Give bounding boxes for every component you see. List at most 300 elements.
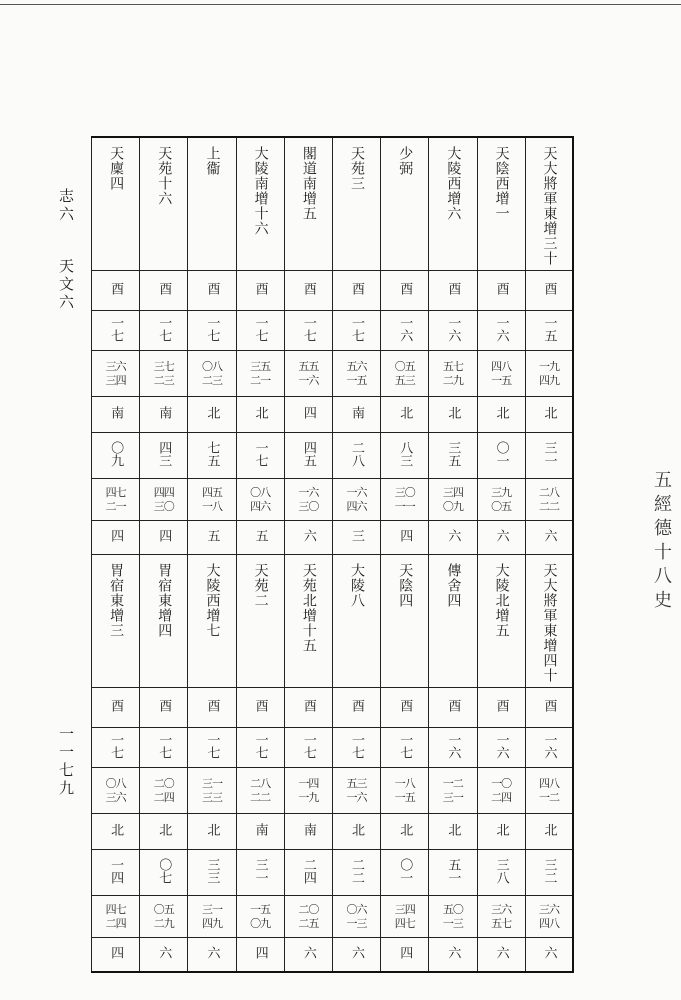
table-cell (477, 896, 525, 938)
cell-text: 北 (156, 823, 172, 836)
cell-text: 酉 (252, 282, 268, 295)
cell-text: 三八 (493, 857, 509, 884)
table-cell (332, 688, 380, 728)
table-cell (188, 271, 236, 311)
table-cell (236, 479, 284, 521)
cell-text: 四四 三〇 (153, 485, 174, 513)
cell-text: 北 (493, 823, 509, 836)
table-cell (381, 728, 429, 768)
cell-text: 二二 (349, 857, 365, 884)
table-cell (140, 938, 188, 972)
star-name-cell (92, 137, 140, 271)
cell-text: 酉 (300, 699, 316, 712)
table-cell (140, 351, 188, 397)
margin-volume: 志六 (57, 188, 75, 224)
table-cell (332, 814, 380, 850)
table-cell (477, 271, 525, 311)
table-cell (284, 688, 332, 728)
cell-text: 大陵八 (349, 563, 366, 608)
star-name-cell (525, 137, 573, 271)
cell-text: 四八 一二 (539, 776, 560, 804)
table-cell (92, 351, 140, 397)
cell-text: 五〇 一三 (442, 902, 463, 930)
side-stamp: 五經德十八史 (651, 470, 672, 614)
table-cell (188, 688, 236, 728)
cell-text: 一〇 二四 (491, 776, 512, 804)
table-cell (332, 521, 380, 555)
table-cell (284, 814, 332, 850)
table-cell (284, 850, 332, 896)
cell-text: 一九 四九 (539, 359, 560, 387)
cell-text: 六 (204, 945, 220, 959)
table-cell (236, 814, 284, 850)
cell-text: 六 (541, 945, 557, 959)
cell-text: 南 (108, 406, 124, 419)
cell-text: 胃宿東增四 (156, 563, 173, 638)
star-name-cell (140, 555, 188, 688)
cell-text: 北 (445, 406, 461, 419)
cell-text: 四五 一八 (201, 485, 222, 513)
cell-text: 〇八 三六 (105, 776, 126, 804)
table-row (92, 555, 574, 688)
table-cell (381, 311, 429, 351)
table-cell (140, 271, 188, 311)
table-cell (332, 728, 380, 768)
table-cell (332, 271, 380, 311)
cell-text: 六 (349, 945, 365, 959)
cell-text: 一七 (300, 732, 316, 759)
table-cell (188, 814, 236, 850)
cell-text: 四七 二一 (105, 485, 126, 513)
cell-text: 〇五 二九 (153, 902, 174, 930)
cell-text: 酉 (204, 699, 220, 712)
cell-text: 酉 (204, 282, 220, 295)
table-cell (188, 479, 236, 521)
cell-text: 三四 〇九 (442, 485, 463, 513)
cell-text: 五五 一六 (298, 359, 319, 387)
cell-text: 大陵南增十六 (252, 146, 269, 236)
cell-text: 北 (108, 823, 124, 836)
table-cell (429, 271, 477, 311)
cell-text: 酉 (300, 282, 316, 295)
cell-text: 〇八 四六 (250, 485, 271, 513)
table-cell (429, 938, 477, 972)
table-cell (332, 479, 380, 521)
star-catalog-table (91, 136, 574, 973)
cell-text: 二八 二二 (250, 776, 271, 804)
table-cell (429, 768, 477, 814)
cell-text: 二四 (300, 857, 316, 884)
table-cell (92, 521, 140, 555)
table-cell (381, 479, 429, 521)
cell-text: 三九 〇五 (491, 485, 512, 513)
table-cell (140, 768, 188, 814)
cell-text: 酉 (541, 699, 557, 712)
table-cell (429, 351, 477, 397)
table-cell (140, 521, 188, 555)
star-name-cell (188, 555, 236, 688)
table-cell (188, 521, 236, 555)
table-row (92, 137, 574, 271)
cell-text: 酉 (397, 282, 413, 295)
cell-text: 四 (108, 529, 124, 542)
table-row (92, 814, 574, 850)
cell-text: 一七 (349, 315, 365, 342)
table-cell (140, 814, 188, 850)
table-cell (236, 768, 284, 814)
cell-text: 北 (541, 823, 557, 836)
cell-text: 三二 (541, 857, 557, 884)
cell-text: 酉 (108, 282, 124, 295)
cell-text: 四七 二四 (105, 902, 126, 930)
cell-text: 傳舍四 (445, 563, 462, 608)
cell-text: 二八 (349, 440, 365, 467)
table-cell (429, 479, 477, 521)
cell-text: 一七 (252, 315, 268, 342)
cell-text: 二八 二二 (539, 485, 560, 513)
table-cell (284, 479, 332, 521)
table-cell (477, 479, 525, 521)
cell-text: 天苑三 (349, 146, 366, 191)
table-cell (525, 896, 573, 938)
cell-text: 酉 (156, 282, 172, 295)
table-cell (236, 728, 284, 768)
cell-text: 天大將軍東增四十 (541, 563, 558, 683)
table-cell (92, 271, 140, 311)
cell-text: 北 (252, 406, 268, 419)
table-row (92, 351, 574, 397)
table-cell (525, 814, 573, 850)
table-cell (381, 814, 429, 850)
star-name-cell (381, 555, 429, 688)
cell-text: 天陰西增一 (493, 146, 510, 221)
table-cell (477, 397, 525, 433)
cell-text: 二〇 二五 (298, 902, 319, 930)
table-row (92, 688, 574, 728)
table-cell (429, 814, 477, 850)
table-cell (236, 351, 284, 397)
table-cell (284, 397, 332, 433)
star-name-cell (477, 555, 525, 688)
cell-text: 一五 (541, 315, 557, 342)
table-cell (236, 521, 284, 555)
cell-text: 六 (156, 945, 172, 959)
table-cell (477, 688, 525, 728)
table-cell (92, 814, 140, 850)
table-cell (284, 896, 332, 938)
table-cell (140, 688, 188, 728)
cell-text: 三一 三三 (201, 776, 222, 804)
table-cell (188, 397, 236, 433)
table-cell (92, 728, 140, 768)
table-row (92, 311, 574, 351)
cell-text: 〇七 (156, 857, 172, 884)
table-cell (525, 938, 573, 972)
table-cell (381, 768, 429, 814)
cell-text: 北 (397, 823, 413, 836)
cell-text: 一七 (204, 315, 220, 342)
table-cell (381, 896, 429, 938)
star-name-cell (332, 137, 380, 271)
table-cell (525, 521, 573, 555)
table-cell (92, 896, 140, 938)
table-cell (92, 688, 140, 728)
table-cell (188, 850, 236, 896)
cell-text: 南 (252, 823, 268, 836)
table-cell (525, 768, 573, 814)
table-cell (381, 521, 429, 555)
cell-text: 南 (300, 823, 316, 836)
cell-text: 二〇 二四 (153, 776, 174, 804)
table-cell (140, 479, 188, 521)
table-cell (140, 433, 188, 479)
cell-text: 三〇 一一 (394, 485, 415, 513)
cell-text: 五三 一六 (346, 776, 367, 804)
cell-text: 五七 二九 (442, 359, 463, 387)
cell-text: 八三 (397, 440, 413, 467)
cell-text: 三六 三四 (105, 359, 126, 387)
table-cell (381, 397, 429, 433)
table-cell (429, 521, 477, 555)
cell-text: 大陵西增六 (445, 146, 462, 221)
table-cell (236, 271, 284, 311)
cell-text: 三一 (541, 440, 557, 467)
cell-text: 北 (204, 823, 220, 836)
cell-text: 一四 (108, 857, 124, 884)
cell-text: 一四 一九 (298, 776, 319, 804)
cell-text: 少弼 (397, 146, 414, 176)
table-row (92, 479, 574, 521)
table-cell (92, 768, 140, 814)
cell-text: 酉 (493, 699, 509, 712)
table-cell (236, 311, 284, 351)
star-name-cell (381, 137, 429, 271)
cell-text: 酉 (108, 699, 124, 712)
table-cell (284, 521, 332, 555)
table-row (92, 433, 574, 479)
table-cell (429, 896, 477, 938)
cell-text: 天苑十六 (156, 146, 173, 206)
cell-text: 一五 〇九 (250, 902, 271, 930)
table-row (92, 896, 574, 938)
table-cell (140, 728, 188, 768)
cell-text: 六 (541, 529, 557, 542)
cell-text: 三一 (252, 857, 268, 884)
table-cell (332, 397, 380, 433)
star-table (91, 136, 573, 959)
cell-text: 北 (541, 406, 557, 419)
table-cell (381, 688, 429, 728)
cell-text: 酉 (156, 699, 172, 712)
star-name-cell (525, 555, 573, 688)
cell-text: 六 (445, 945, 461, 959)
cell-text: 四 (300, 406, 316, 419)
cell-text: 四 (156, 529, 172, 542)
cell-text: 〇一 (397, 857, 413, 884)
cell-text: 酉 (541, 282, 557, 295)
table-cell (525, 728, 573, 768)
table-cell (332, 433, 380, 479)
table-cell (332, 311, 380, 351)
cell-text: 三一 四九 (201, 902, 222, 930)
table-cell (236, 397, 284, 433)
cell-text: 一七 (108, 732, 124, 759)
cell-text: 北 (445, 823, 461, 836)
cell-text: 四五 (300, 440, 316, 467)
table-cell (332, 768, 380, 814)
cell-text: 北 (349, 823, 365, 836)
table-cell (140, 397, 188, 433)
table-cell (188, 728, 236, 768)
table-row (92, 728, 574, 768)
table-cell (477, 728, 525, 768)
star-name-cell (477, 137, 525, 271)
cell-text: 酉 (445, 282, 461, 295)
table-cell (284, 938, 332, 972)
cell-text: 一七 (156, 732, 172, 759)
cell-text: 四 (397, 529, 413, 542)
table-cell (525, 311, 573, 351)
table-cell (477, 938, 525, 972)
star-name-cell (332, 555, 380, 688)
star-name-cell (236, 555, 284, 688)
cell-text: 一六 (397, 315, 413, 342)
table-cell (429, 688, 477, 728)
cell-text: 六 (300, 529, 316, 542)
table-cell (429, 433, 477, 479)
cell-text: 三六 四八 (539, 902, 560, 930)
cell-text: 一六 (445, 732, 461, 759)
table-cell (92, 479, 140, 521)
table-cell (477, 768, 525, 814)
cell-text: 四八 一五 (491, 359, 512, 387)
table-cell (381, 850, 429, 896)
table-cell (525, 479, 573, 521)
cell-text: 胃宿東增三 (108, 563, 125, 638)
table-row (92, 271, 574, 311)
cell-text: 三四 四七 (394, 902, 415, 930)
table-cell (332, 896, 380, 938)
table-cell (477, 814, 525, 850)
table-cell (332, 351, 380, 397)
table-cell (381, 351, 429, 397)
table-cell (284, 768, 332, 814)
cell-text: 〇六 一三 (346, 902, 367, 930)
table-cell (381, 938, 429, 972)
cell-text: 一六 (493, 732, 509, 759)
cell-text: 一七 (108, 315, 124, 342)
cell-text: 閣道南增五 (300, 146, 317, 221)
star-name-cell (284, 555, 332, 688)
star-name-cell (140, 137, 188, 271)
cell-text: 一七 (300, 315, 316, 342)
cell-text: 〇一 (493, 440, 509, 467)
cell-text: 一六 四六 (346, 485, 367, 513)
table-cell (140, 311, 188, 351)
cell-text: 四 (252, 945, 268, 959)
table-cell (525, 397, 573, 433)
cell-text: 酉 (349, 282, 365, 295)
table-cell (332, 850, 380, 896)
margin-section: 天文六 (57, 258, 75, 312)
table-row (92, 521, 574, 555)
table-cell (140, 850, 188, 896)
table-cell (236, 896, 284, 938)
cell-text: 三 (349, 529, 365, 542)
cell-text: 天大將軍東增三十 (541, 146, 558, 266)
table-cell (477, 850, 525, 896)
cell-text: 一六 (493, 315, 509, 342)
cell-text: 一八 一五 (394, 776, 415, 804)
cell-text: 五六 一五 (346, 359, 367, 387)
cell-text: 一二 三一 (442, 776, 463, 804)
table-cell (477, 311, 525, 351)
cell-text: 酉 (397, 699, 413, 712)
table-cell (188, 433, 236, 479)
cell-text: 三七 二三 (153, 359, 174, 387)
cell-text: 六 (493, 945, 509, 959)
cell-text: 四三 (156, 440, 172, 467)
page-number: 一一七九 (57, 726, 75, 798)
cell-text: 一六 (541, 732, 557, 759)
cell-text: 天苑北增十五 (300, 563, 317, 653)
cell-text: 〇五 五三 (394, 359, 415, 387)
table-cell (236, 850, 284, 896)
table-cell (236, 433, 284, 479)
cell-text: 四 (108, 945, 124, 959)
cell-text: 一七 (397, 732, 413, 759)
cell-text: 〇八 二三 (201, 359, 222, 387)
cell-text: 五一 (445, 857, 461, 884)
table-cell (92, 850, 140, 896)
cell-text: 〇九 (108, 440, 124, 467)
table-cell (188, 351, 236, 397)
table-cell (236, 688, 284, 728)
table-cell (236, 938, 284, 972)
star-name-cell (188, 137, 236, 271)
table-row (92, 397, 574, 433)
table-cell (284, 311, 332, 351)
cell-text: 北 (204, 406, 220, 419)
table-cell (429, 311, 477, 351)
cell-text: 天廩四 (108, 146, 125, 191)
cell-text: 三五 二一 (250, 359, 271, 387)
star-name-cell (429, 137, 477, 271)
cell-text: 南 (349, 406, 365, 419)
cell-text: 一七 (204, 732, 220, 759)
table-cell (284, 271, 332, 311)
table-cell (477, 351, 525, 397)
cell-text: 酉 (349, 699, 365, 712)
cell-text: 一七 (349, 732, 365, 759)
cell-text: 四 (397, 945, 413, 959)
cell-text: 三六 五七 (491, 902, 512, 930)
cell-text: 一七 (252, 440, 268, 467)
cell-text: 北 (397, 406, 413, 419)
table-row (92, 768, 574, 814)
table-cell (92, 397, 140, 433)
table-cell (332, 938, 380, 972)
table-cell (381, 433, 429, 479)
cell-text: 七五 (204, 440, 220, 467)
table-cell (429, 728, 477, 768)
cell-text: 五 (204, 529, 220, 542)
table-cell (525, 688, 573, 728)
table-cell (188, 311, 236, 351)
cell-text: 三三 (204, 857, 220, 884)
cell-text: 六 (445, 529, 461, 542)
table-row (92, 938, 574, 972)
